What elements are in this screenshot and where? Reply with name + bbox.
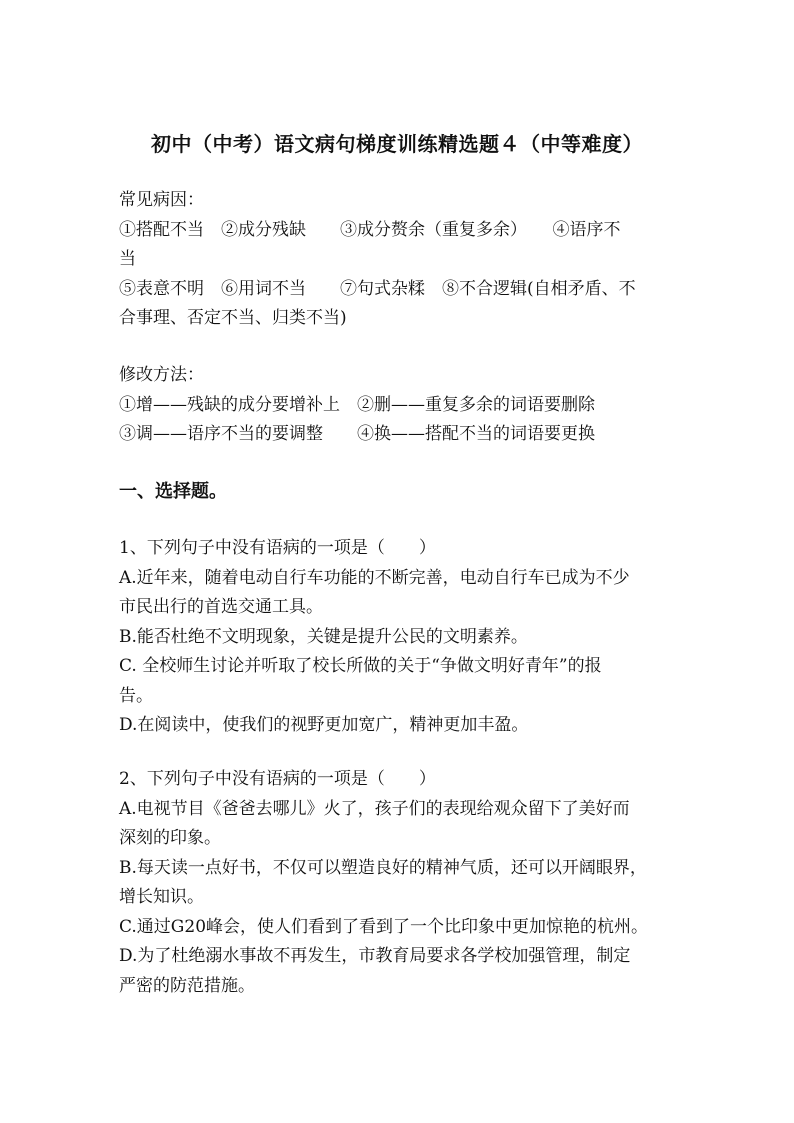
- question-2-option-a-line-1: A.电视节目《爸爸去哪儿》火了，孩子们的表现给观众留下了美好而: [119, 798, 630, 819]
- fix-methods-heading: 修改方法：: [119, 365, 204, 385]
- question-2: [119, 765, 684, 1001]
- question-2-option-d-line-1: D.为了杜绝溺水事故不再发生，市教育局要求各学校加强管理，制定: [119, 946, 631, 966]
- question-1-option-d: D.在阅读中，使我们的视野更加宽广，精神更加丰盈。: [119, 715, 529, 735]
- question-2-stem: 2、下列句子中没有语病的一项是（ ）: [119, 769, 436, 789]
- fix-methods-line-1: ①增——残缺的成分要增补上 ②删——重复多余的词语要删除: [119, 394, 595, 415]
- question-1: [119, 534, 684, 741]
- question-2-option-b-line-2: 增长知识。: [119, 887, 204, 907]
- question-1-option-c-line-1: C. 全校师生讨论并听取了校长所做的关于“争做文明好青年”的报: [119, 656, 602, 676]
- common-causes-line-2: 当: [119, 249, 136, 269]
- question-1-option-b: B.能否杜绝不文明现象，关键是提升公民的文明素养。: [119, 626, 528, 647]
- common-causes-block: [119, 186, 684, 334]
- common-causes-heading: 常见病因：: [119, 190, 204, 210]
- question-1-stem: 1、下列句子中没有语病的一项是（ ）: [119, 538, 436, 558]
- question-2-option-a-line-2: 深刻的印象。: [119, 828, 221, 848]
- question-2-option-d-line-2: 严密的防范措施。: [119, 975, 255, 996]
- common-causes-line-1: ①搭配不当 ②成分残缺 ③成分赘余（重复多余） ④语序不: [119, 219, 621, 240]
- question-1-option-a-line-2: 市民出行的首选交通工具。: [119, 597, 323, 617]
- question-2-option-c: C.通过G20峰会，使人们看到了看到了一个比印象中更加惊艳的杭州。: [119, 916, 649, 937]
- section-heading: 一、选择题。: [119, 481, 227, 502]
- common-causes-line-3: ⑤表意不明 ⑥用词不当 ⑦句式杂糅 ⑧不合逻辑(自相矛盾、不: [119, 278, 636, 299]
- question-2-option-b-line-1: B.每天读一点好书，不仅可以塑造良好的精神气质，还可以开阔眼界，: [119, 857, 647, 878]
- page-title: 初中（中考）语文病句梯度训练精选题４（中等难度）: [151, 132, 643, 156]
- fix-methods-block: [119, 361, 684, 450]
- question-1-option-a-line-1: A.近年来，随着电动自行车功能的不断完善，电动自行车已成为不少: [119, 567, 630, 588]
- fix-methods-line-2: ③调——语序不当的要调整 ④换——搭配不当的词语要更换: [119, 424, 595, 444]
- question-1-option-c-line-2: 告。: [119, 685, 153, 706]
- common-causes-line-4: 合事理、否定不当、归类不当): [119, 308, 347, 328]
